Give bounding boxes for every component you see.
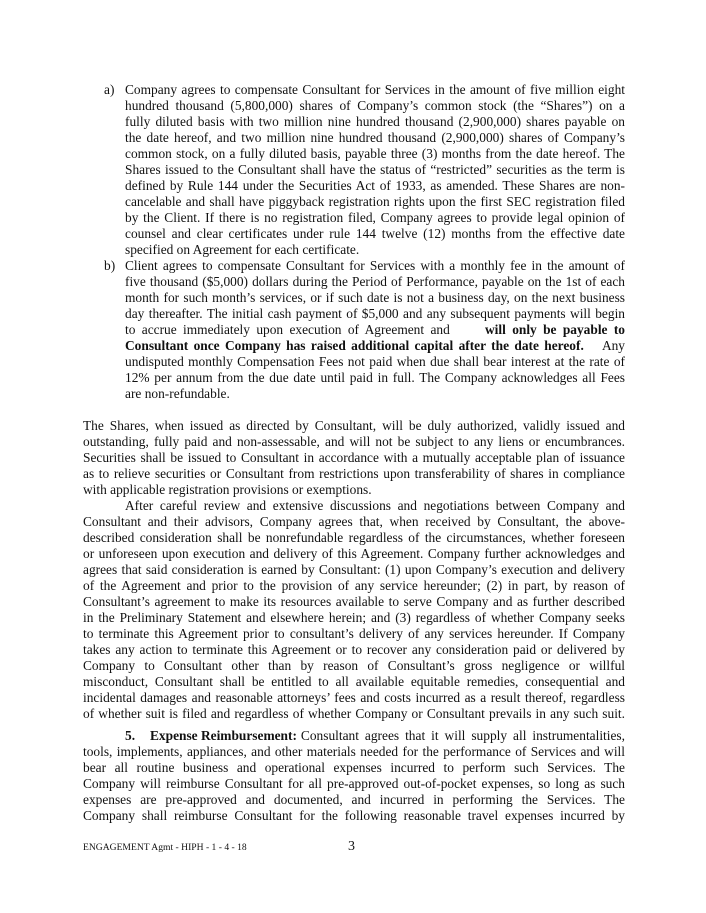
- text-line: month for such month’s services, or if such date is not a business day, on the next business: [125, 290, 625, 305]
- bold-text-run: Consultant once Company has raised additional capital after the date hereof.: [125, 338, 584, 353]
- section-number: 5.: [125, 728, 136, 743]
- text-line: tools, implements, appliances, and other materials needed for the performance of Services and will: [83, 744, 625, 759]
- text-line: are non-refundable.: [125, 386, 230, 401]
- text-line: described consideration shall be nonrefundable regardless of the circumstances, whether foreseen: [83, 530, 625, 545]
- text-line: Company will reimburse Consultant for all pre-approved out-of-pocket expenses, so long as such: [83, 776, 625, 791]
- text-line: with applicable registration provisions or exemptions.: [83, 482, 372, 497]
- text-line: specified on Agreement for each certificate.: [125, 242, 360, 257]
- list-item-label: b): [104, 258, 116, 273]
- page-number: 3: [348, 839, 355, 854]
- text-line: Shares issued to the Consultant shall have the status of “restricted” securities as the term is: [125, 162, 625, 177]
- text-line: the date hereof, and two million nine hundred thousand (2,900,000) shares of Company’s: [125, 130, 625, 145]
- text-line: Company to Consultant other than by reason of Consultant’s gross negligence or willful: [83, 658, 625, 673]
- text-line: common stock, on a fully diluted basis, payable three (3) months from the date hereof. The: [125, 146, 625, 161]
- text-line: day thereafter. The initial cash payment of $5,000 and any subsequent payments will begin: [125, 306, 625, 321]
- text-line: cancelable and shall have piggyback registration rights upon the first SEC registration filed: [125, 194, 625, 209]
- text-line: takes any action to terminate this Agreement or to recover any consideration paid or delivered by: [83, 642, 625, 657]
- text-line: Client agrees to compensate Consultant for Services with a monthly fee in the amount of: [125, 258, 625, 273]
- footer-document-id: ENGAGEMENT Agmt - HIPH - 1 - 4 - 18: [83, 842, 247, 853]
- text-line: fully diluted basis with two million nine hundred thousand (2,900,000) shares payable on: [125, 114, 625, 129]
- text-run: Consultant agrees that it will supply all instrumentalities,: [300, 728, 625, 743]
- text-line: Securities shall be issued to Consultant in accordance with a mutually acceptable plan of issuance: [83, 450, 625, 465]
- text-line: [125, 338, 625, 354]
- text-line: of the Agreement and prior to the provision of any service hereunder; (2) in part, by reason of: [83, 578, 625, 593]
- text-line: as to relieve securities or Consultant from restrictions upon transferability of shares in compliance: [83, 466, 625, 481]
- text-run: to accrue immediately upon execution of Agreement and: [125, 322, 450, 337]
- text-line: undisputed monthly Compensation Fees not paid when due shall bear interest at the rate of: [125, 354, 625, 369]
- text-line: expenses are pre-approved and documented, and incurred in performing the Services. The: [83, 792, 625, 807]
- text-line: 12% per annum from the due date until paid in full. The Company acknowledges all Fees: [125, 370, 625, 385]
- text-line: by the Client. If there is no registration filed, Company agrees to provide legal opinion of: [125, 210, 625, 225]
- text-line: Consultant and their advisors, Company agrees that, when received by Consultant, the above-: [83, 514, 625, 529]
- text-line: defined by Rule 144 under the Securities Act of 1933, as amended. These Shares are non-: [125, 178, 625, 193]
- text-line: outstanding, fully paid and non-assessable, and will not be subject to any liens or encumbrances.: [83, 434, 625, 449]
- text-line: Company shall reimburse Consultant for the following reasonable travel expenses incurred by: [83, 808, 625, 823]
- text-line: five thousand ($5,000) dollars during the Period of Performance, payable on the 1st of each: [125, 274, 625, 289]
- section-heading-line: [125, 728, 625, 744]
- text-line: hundred thousand (5,800,000) shares of Company’s common stock (the “Shares”) on a: [125, 98, 625, 113]
- text-line: incidental damages and reasonable attorneys’ fees and costs incurred as a result thereof, regardless: [83, 690, 625, 705]
- list-item-label: a): [104, 82, 115, 97]
- text-line: of whether suit is filed and regardless of whether Company or Consultant prevails in any such suit.: [83, 706, 625, 721]
- text-line: Consultant’s agreement to make its resources available to serve Company and as further described: [83, 594, 625, 609]
- text-line: counsel and clear certificates under rule 144 twelve (12) months from the effective date: [125, 226, 625, 241]
- text-line: [125, 322, 625, 338]
- section-heading: Expense Reimbursement:: [150, 728, 297, 743]
- text-line: After careful review and extensive discussions and negotiations between Company and: [125, 498, 625, 513]
- bold-text-run: will only be payable to: [485, 322, 625, 337]
- text-line: or unforeseen upon execution and delivery of this Agreement. Company further acknowledges and: [83, 546, 625, 561]
- text-line: to terminate this Agreement prior to consultant’s delivery of any services hereunder. If Company: [83, 626, 625, 641]
- text-line: Company agrees to compensate Consultant for Services in the amount of five million eight: [125, 82, 625, 97]
- text-line: in the Preliminary Statement and elsewhere herein; and (3) regardless of whether Company seeks: [83, 610, 625, 625]
- text-line: The Shares, when issued as directed by Consultant, will be duly authorized, validly issued and: [83, 418, 625, 433]
- text-line: agrees that said consideration is earned by Consultant: (1) upon Company’s execution and delivery: [83, 562, 625, 577]
- text-line: misconduct, Consultant shall be entitled to all available equitable remedies, consequential and: [83, 674, 625, 689]
- text-line: bear all routine business and operational expenses incurred to perform such Services. The: [83, 760, 625, 775]
- text-run: Any: [601, 338, 625, 353]
